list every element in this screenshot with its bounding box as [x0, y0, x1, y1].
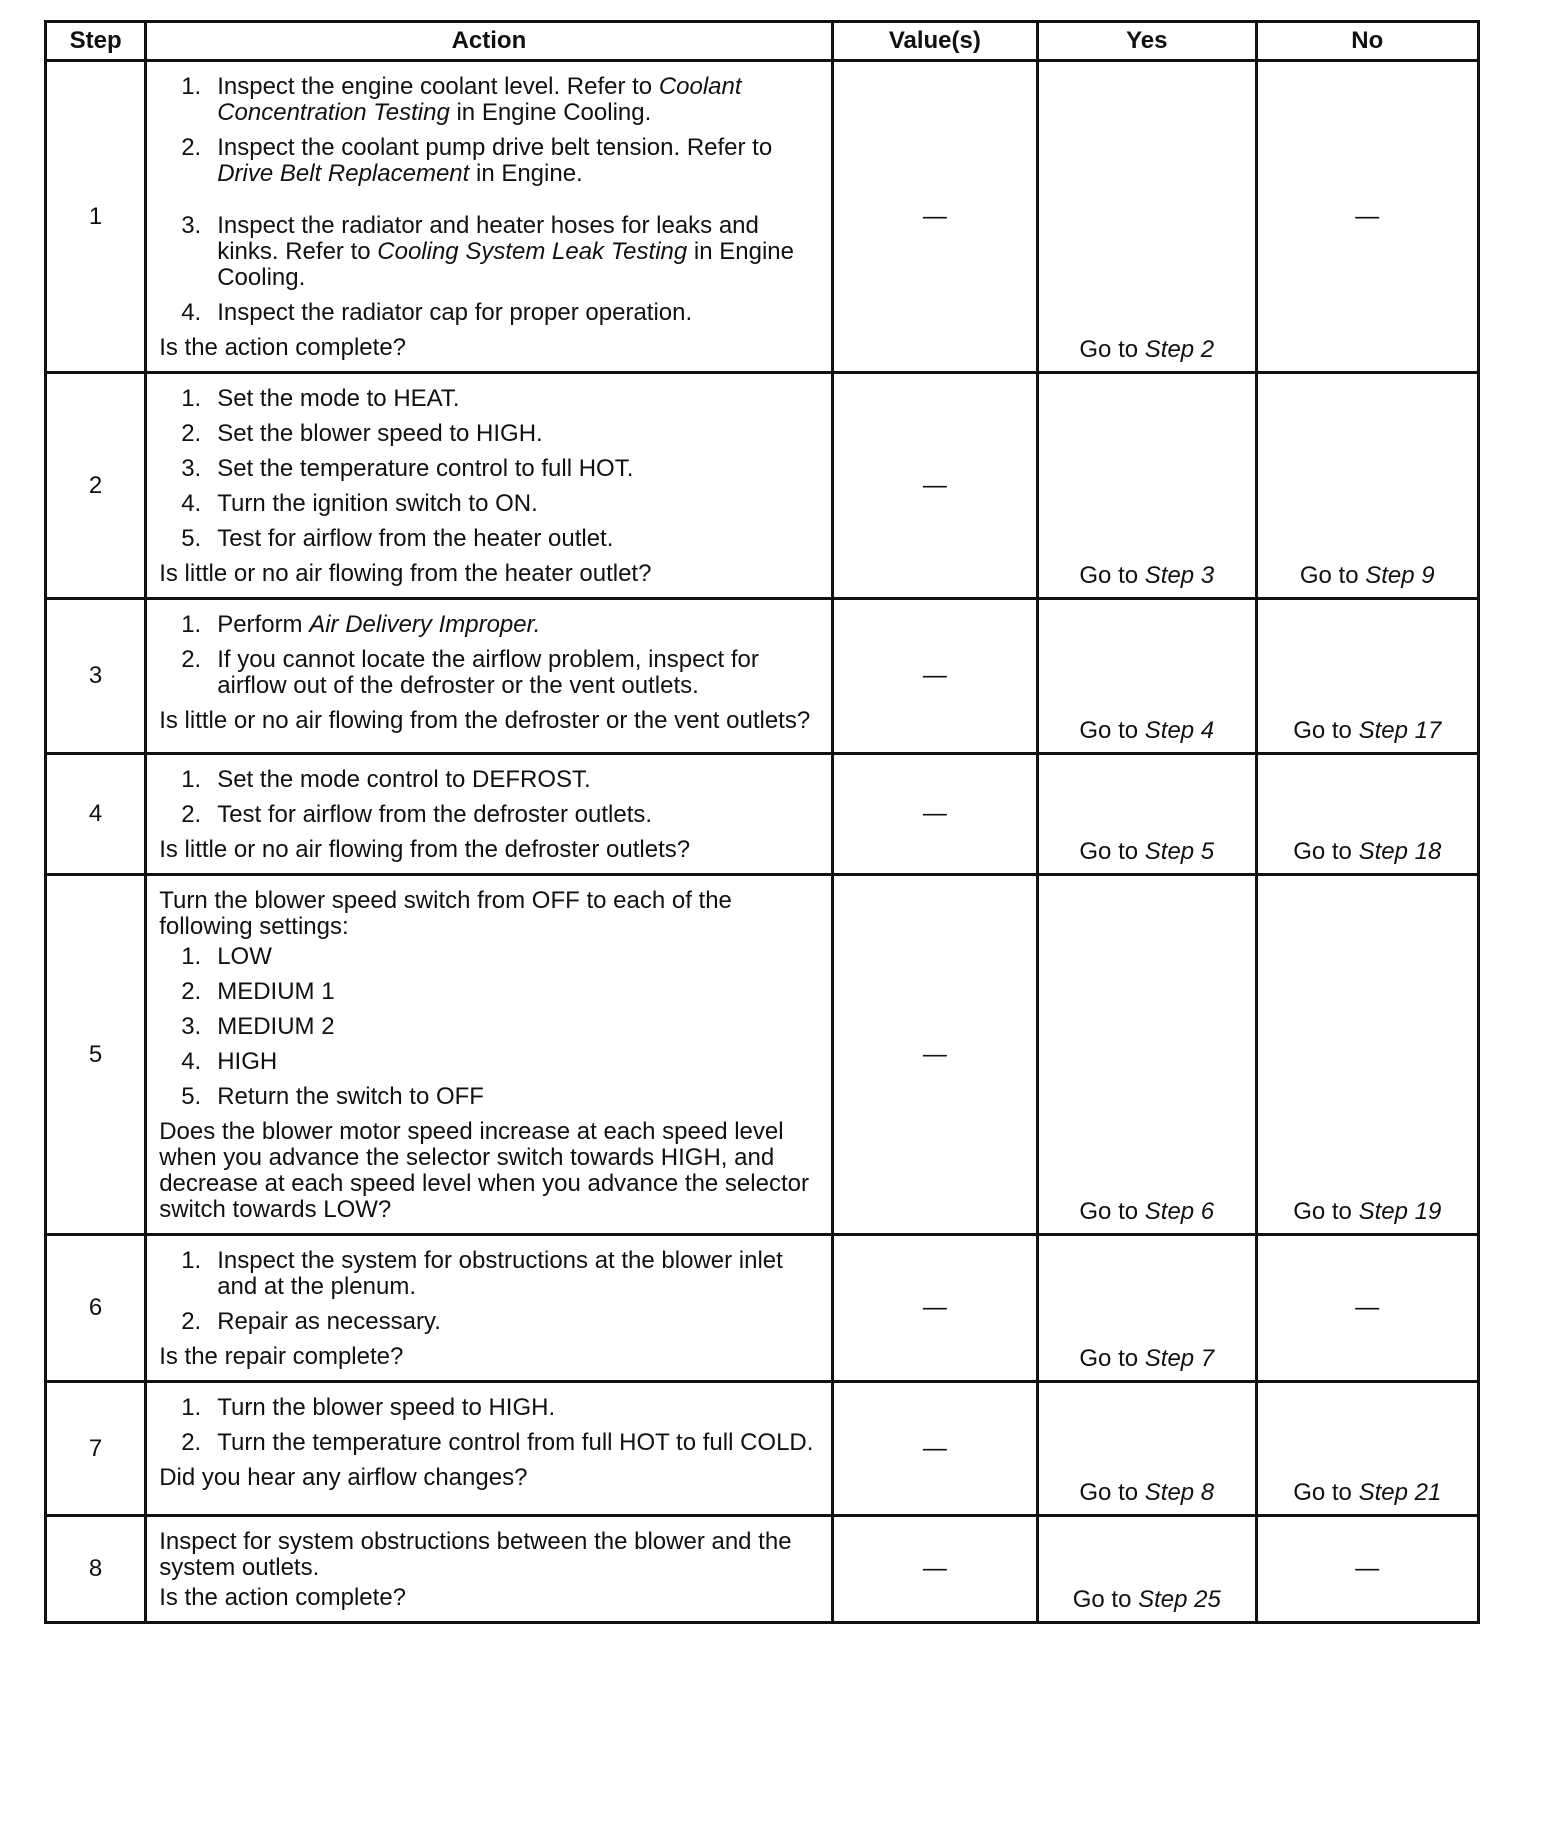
action-intro: Turn the blower speed switch from OFF to each of the following settings:	[159, 887, 732, 940]
reference-link-text: Drive Belt Replacement	[217, 160, 470, 187]
list-item-number: 2.	[181, 646, 202, 673]
value-cell: —	[832, 1235, 1037, 1382]
table-row	[46, 754, 1479, 875]
header-yes: Yes	[1038, 22, 1256, 61]
reference-link-text: Air Delivery Improper.	[309, 611, 541, 638]
table-row	[46, 1516, 1479, 1623]
list-item	[159, 74, 820, 126]
action-intro: Inspect for system obstructions between the blower and the system outlets.	[159, 1528, 792, 1581]
go-to-step-link	[1293, 838, 1441, 865]
list-item	[159, 612, 820, 638]
value-cell: —	[832, 875, 1037, 1235]
go-to-prefix: Go to	[1293, 838, 1352, 865]
go-to-step-ref: Step 2	[1144, 336, 1215, 363]
yes-cell	[1038, 1516, 1256, 1623]
go-to-prefix: Go to	[1293, 1198, 1352, 1225]
list-item	[159, 213, 820, 291]
action-cell	[146, 1235, 832, 1382]
no-cell-empty: —	[1256, 1516, 1479, 1623]
value-cell: —	[832, 61, 1037, 373]
list-item	[159, 802, 820, 828]
list-item	[159, 456, 820, 482]
list-item-text: Inspect the coolant pump drive belt tension. Refer to	[217, 134, 773, 161]
action-list	[159, 1248, 820, 1335]
action-cell	[146, 599, 832, 754]
list-item	[159, 1395, 820, 1421]
yes-cell	[1038, 61, 1256, 373]
list-item-text: If you cannot locate the airflow problem, inspect for airflow out of the defroster or the vent outlets.	[217, 646, 759, 699]
yes-cell	[1038, 1235, 1256, 1382]
list-item-number: 1.	[181, 73, 202, 100]
action-cell	[146, 373, 832, 599]
action-list	[159, 386, 820, 552]
yes-cell	[1038, 754, 1256, 875]
table-row	[46, 1382, 1479, 1516]
list-item-text: Repair as necessary.	[217, 1308, 441, 1335]
list-item-text: HIGH	[217, 1048, 278, 1075]
yes-cell	[1038, 1382, 1256, 1516]
go-to-step-ref: Step 25	[1138, 1586, 1221, 1613]
list-item-number: 1.	[181, 943, 202, 970]
go-to-step-link	[1079, 838, 1214, 865]
list-item	[159, 491, 820, 517]
list-item-text: Perform	[217, 611, 310, 638]
list-item-number: 2.	[181, 801, 202, 828]
list-item-text: Turn the temperature control from full HOT to full COLD.	[217, 1429, 814, 1456]
go-to-prefix: Go to	[1293, 1479, 1352, 1506]
list-item-text: MEDIUM 1	[217, 978, 335, 1005]
step-number: 8	[46, 1516, 146, 1623]
go-to-step-link	[1079, 336, 1214, 363]
list-item-text: Test for airflow from the heater outlet.	[217, 525, 614, 552]
action-question: Is the repair complete?	[159, 1343, 404, 1370]
list-item	[159, 1014, 820, 1040]
list-item-number: 2.	[181, 420, 202, 447]
no-cell	[1256, 754, 1479, 875]
table-row	[46, 1235, 1479, 1382]
list-item-number: 1.	[181, 1394, 202, 1421]
go-to-step-ref: Step 4	[1144, 717, 1215, 744]
go-to-step-link	[1300, 562, 1435, 589]
list-item-text: Return the switch to OFF	[217, 1083, 484, 1110]
list-item-text: Inspect the system for obstructions at the blower inlet and at the plenum.	[217, 1247, 783, 1300]
list-item	[159, 1049, 820, 1075]
action-list	[159, 74, 820, 326]
list-item	[159, 1084, 820, 1110]
header-action: Action	[146, 22, 832, 61]
list-item-text: Turn the ignition switch to ON.	[217, 490, 538, 517]
go-to-prefix: Go to	[1079, 1345, 1139, 1372]
no-cell	[1256, 373, 1479, 599]
action-cell	[146, 754, 832, 875]
action-question: Is little or no air flowing from the defroster outlets?	[159, 836, 691, 863]
action-question: Is little or no air flowing from the defroster or the vent outlets?	[159, 707, 811, 734]
go-to-prefix: Go to	[1079, 717, 1139, 744]
value-cell: —	[832, 1382, 1037, 1516]
list-item-text: MEDIUM 2	[217, 1013, 335, 1040]
list-item	[159, 1309, 820, 1335]
list-item-number: 2.	[181, 1429, 202, 1456]
go-to-step-ref: Step 5	[1144, 838, 1215, 865]
list-item-text-tail: in Engine.	[469, 160, 583, 187]
table-row	[46, 61, 1479, 373]
no-cell-empty: —	[1256, 61, 1479, 373]
table-row	[46, 373, 1479, 599]
table-row	[46, 599, 1479, 754]
action-cell	[146, 61, 832, 373]
go-to-step-ref: Step 8	[1144, 1479, 1215, 1506]
go-to-prefix: Go to	[1079, 838, 1139, 865]
list-item-text-tail: in Engine Cooling.	[217, 238, 794, 291]
action-question: Did you hear any airflow changes?	[159, 1464, 528, 1491]
go-to-prefix: Go to	[1079, 1198, 1139, 1225]
go-to-prefix: Go to	[1079, 336, 1139, 363]
list-item	[159, 526, 820, 552]
step-number: 2	[46, 373, 146, 599]
list-item-text: Set the mode control to DEFROST.	[217, 766, 591, 793]
action-question: Is the action complete?	[159, 1584, 407, 1611]
list-item	[159, 944, 820, 970]
step-number: 1	[46, 61, 146, 373]
action-question: Does the blower motor speed increase at each speed level when you advance the selector switch towards HIGH, and decrease at each speed level when you advance the selector switch towards LOW?	[159, 1118, 809, 1223]
go-to-prefix: Go to	[1072, 1586, 1132, 1613]
step-number: 4	[46, 754, 146, 875]
list-item	[159, 1430, 820, 1456]
action-question: Is little or no air flowing from the heater outlet?	[159, 560, 652, 587]
yes-cell	[1038, 599, 1256, 754]
list-item	[159, 647, 820, 699]
list-item-text: Inspect the radiator cap for proper operation.	[217, 299, 693, 326]
no-cell	[1256, 1382, 1479, 1516]
header-step: Step	[46, 22, 146, 61]
list-item-number: 1.	[181, 611, 202, 638]
table-row	[46, 875, 1479, 1235]
list-item	[159, 767, 820, 793]
action-cell	[146, 875, 832, 1235]
value-cell: —	[832, 1516, 1037, 1623]
value-cell: —	[832, 373, 1037, 599]
list-item-number: 4.	[181, 490, 202, 517]
list-item	[159, 386, 820, 412]
go-to-prefix: Go to	[1079, 1479, 1139, 1506]
list-item-number: 3.	[181, 1013, 202, 1040]
list-item-number: 5.	[181, 1083, 202, 1110]
list-item-number: 1.	[181, 385, 202, 412]
action-cell	[146, 1382, 832, 1516]
header-values: Value(s)	[832, 22, 1037, 61]
yes-cell	[1038, 875, 1256, 1235]
go-to-step-ref: Step 17	[1358, 717, 1442, 744]
go-to-step-link	[1293, 1479, 1441, 1506]
no-cell	[1256, 599, 1479, 754]
go-to-step-ref: Step 19	[1358, 1198, 1442, 1225]
no-cell-empty: —	[1256, 1235, 1479, 1382]
diagnostic-table	[44, 20, 1480, 1624]
list-item-number: 4.	[181, 299, 202, 326]
list-item	[159, 135, 820, 187]
go-to-step-link	[1079, 562, 1214, 589]
list-item-text: Inspect the engine coolant level. Refer to	[217, 73, 659, 100]
go-to-step-ref: Step 6	[1144, 1198, 1215, 1225]
action-list	[159, 767, 820, 828]
table-body	[46, 61, 1479, 1623]
list-item-text: Inspect the radiator and heater hoses for leaks and kinks. Refer to	[217, 212, 759, 265]
go-to-step-ref: Step 3	[1144, 562, 1215, 589]
list-item-number: 3.	[181, 212, 202, 239]
header-no: No	[1256, 22, 1479, 61]
action-cell	[146, 1516, 832, 1623]
list-item-text: Set the mode to HEAT.	[217, 385, 460, 412]
reference-link-text: Coolant Concentration Testing	[217, 73, 742, 126]
go-to-step-link	[1293, 1198, 1441, 1225]
list-item-number: 3.	[181, 455, 202, 482]
go-to-prefix: Go to	[1299, 562, 1359, 589]
list-item-text-tail: in Engine Cooling.	[449, 99, 652, 126]
value-cell: —	[832, 599, 1037, 754]
go-to-step-link	[1079, 1479, 1214, 1506]
go-to-step-link	[1293, 717, 1441, 744]
go-to-prefix: Go to	[1079, 562, 1139, 589]
list-item-number: 2.	[181, 1308, 202, 1335]
list-item-text: Test for airflow from the defroster outlets.	[217, 801, 653, 828]
list-item-number: 2.	[181, 978, 202, 1005]
list-item-number: 4.	[181, 1048, 202, 1075]
go-to-step-ref: Step 9	[1365, 562, 1435, 589]
step-number: 5	[46, 875, 146, 1235]
go-to-step-link	[1079, 717, 1214, 744]
list-item-text: Turn the blower speed to HIGH.	[217, 1394, 556, 1421]
action-list	[159, 944, 820, 1110]
list-item-number: 5.	[181, 525, 202, 552]
list-item-number: 1.	[181, 766, 202, 793]
go-to-step-ref: Step 21	[1358, 1479, 1442, 1506]
go-to-step-link	[1073, 1586, 1221, 1613]
action-list	[159, 1395, 820, 1456]
list-item	[159, 1248, 820, 1300]
step-number: 7	[46, 1382, 146, 1516]
go-to-step-link	[1079, 1345, 1214, 1372]
go-to-step-ref: Step 18	[1358, 838, 1442, 865]
list-item-number: 1.	[181, 1247, 202, 1274]
list-item-number: 2.	[181, 134, 202, 161]
list-item	[159, 979, 820, 1005]
value-cell: —	[832, 754, 1037, 875]
list-item	[159, 300, 820, 326]
reference-link-text: Cooling System Leak Testing	[377, 238, 688, 265]
action-question: Is the action complete?	[159, 334, 407, 361]
list-item	[159, 421, 820, 447]
action-list	[159, 612, 820, 699]
list-item-text: Set the blower speed to HIGH.	[217, 420, 543, 447]
list-item-text: Set the temperature control to full HOT.	[217, 455, 634, 482]
go-to-step-ref: Step 7	[1144, 1345, 1215, 1372]
step-number: 3	[46, 599, 146, 754]
yes-cell	[1038, 373, 1256, 599]
header-row	[46, 22, 1479, 61]
go-to-step-link	[1079, 1198, 1214, 1225]
no-cell	[1256, 875, 1479, 1235]
list-item-text: LOW	[217, 943, 272, 970]
step-number: 6	[46, 1235, 146, 1382]
go-to-prefix: Go to	[1293, 717, 1352, 744]
